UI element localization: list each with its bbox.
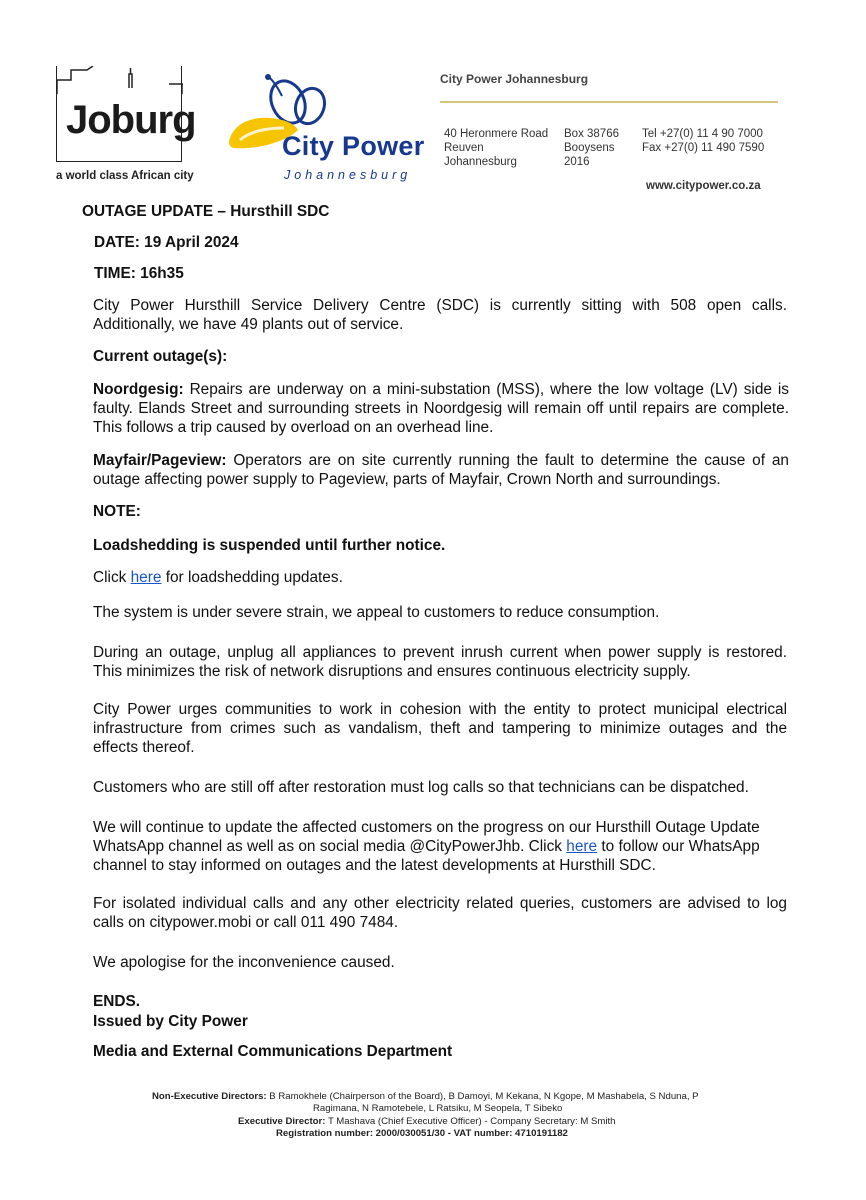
city-power-logo-text: City Power bbox=[282, 131, 425, 161]
outage-noordgesig: Noordgesig: Repairs are underway on a mini-substation (MSS), where the low voltage (LV) side is faulty. Elands Street and surrounding streets in Noordgesig will remain off until repairs are complete. This follows a trip caused by overload on an overhead line. bbox=[93, 381, 789, 436]
loadshedding-updates-link[interactable]: here bbox=[130, 569, 162, 586]
whatsapp-channel-link[interactable]: here bbox=[566, 838, 598, 855]
department-name: Media and External Communications Department bbox=[93, 1043, 453, 1060]
issued-by: Issued by City Power bbox=[93, 1013, 248, 1030]
unplug-paragraph: During an outage, unplug all appliances to prevent inrush current when power supply is restored. This minimizes the risk of network disruptions and ensures continuous electricity supply. bbox=[93, 644, 787, 680]
whatsapp-update-paragraph: We will continue to update the affected customers on the progress on our Hursthill Outage Update WhatsApp channel as well as on social media @CityPowerJhb. Click here to follow our WhatsApp channel to stay informed on outages and the latest developments at Hursthill SDC. bbox=[93, 819, 760, 874]
log-calls-paragraph: Customers who are still off after restoration must log calls so that technicians can be dispatched. bbox=[93, 779, 749, 796]
tel-number: Tel +27(0) 11 4 90 7000 bbox=[642, 128, 763, 140]
city-power-logo-subtitle: Johannesburg bbox=[284, 168, 412, 182]
nonexec-label: Non-Executive Directors: bbox=[152, 1091, 267, 1102]
address-box: Box 38766 Booysens 2016 bbox=[564, 128, 619, 168]
outage-mayfair-pageview: Mayfair/Pageview: Operators are on site currently running the fault to determine the cause of an outage affecting power supply to Pageview, parts of Mayfair, Crown North and surroundings. bbox=[93, 452, 789, 488]
footer-executive: Executive Director: T Mashava (Chief Executive Officer) - Company Secretary: M Smith bbox=[238, 1116, 616, 1127]
loadshedding-notice: Loadshedding is suspended until further notice. bbox=[93, 537, 446, 554]
footer-directors: Non-Executive Directors: B Ramokhele (Chairperson of the Board), B Damoyi, M Kekana, N Kgope, M Mashabela, S Nduna, P Ragimana, N Ramotebele, L Ratsiku, M Seopela, T Sibeko bbox=[152, 1091, 699, 1114]
apology-line: We apologise for the inconvenience caused. bbox=[93, 954, 395, 971]
document-heading: OUTAGE UPDATE – Hursthill SDC bbox=[82, 203, 330, 220]
date-line: DATE: 19 April 2024 bbox=[94, 234, 239, 251]
joburg-skyline-icon bbox=[57, 66, 183, 96]
contact-numbers bbox=[642, 127, 764, 155]
company-name: City Power Johannesburg bbox=[440, 72, 589, 86]
outage-area-name: Mayfair/Pageview: bbox=[93, 452, 227, 469]
address-street: 40 Heronmere Road Reuven Johannesburg bbox=[444, 128, 549, 168]
loadshedding-link-line: Click here for loadshedding updates. bbox=[93, 569, 343, 586]
intro-paragraph: City Power Hursthill Service Delivery Centre (SDC) is currently sitting with 508 open calls. Additionally, we have 49 plants out of service. bbox=[93, 297, 787, 333]
joburg-tagline: a world class African city bbox=[56, 170, 194, 182]
fax-number: Fax +27(0) 11 490 7590 bbox=[642, 142, 765, 154]
footer-registration: Registration number: 2000/030051/30 - VAT number: 4710191182 bbox=[276, 1128, 568, 1139]
website: www.citypower.co.za bbox=[646, 180, 761, 192]
ends-marker: ENDS. bbox=[93, 993, 141, 1010]
isolated-calls-paragraph: For isolated individual calls and any other electricity related queries, customers are advised to log calls on citypower.mobi or call 011 490 7484. bbox=[93, 895, 787, 931]
header-divider bbox=[440, 101, 778, 103]
current-outages-heading: Current outage(s): bbox=[93, 348, 228, 365]
outage-area-name: Noordgesig: bbox=[93, 381, 184, 398]
time-line: TIME: 16h35 bbox=[94, 265, 184, 282]
note-heading: NOTE: bbox=[93, 503, 141, 520]
joburg-logo-text: Joburg bbox=[66, 98, 196, 142]
cohesion-paragraph: City Power urges communities to work in cohesion with the entity to protect municipal electrical infrastructure from crimes such as vandalism, theft and tampering to minimize outages and the effects thereof. bbox=[93, 701, 787, 756]
strain-paragraph: The system is under severe strain, we appeal to customers to reduce consumption. bbox=[93, 604, 660, 621]
